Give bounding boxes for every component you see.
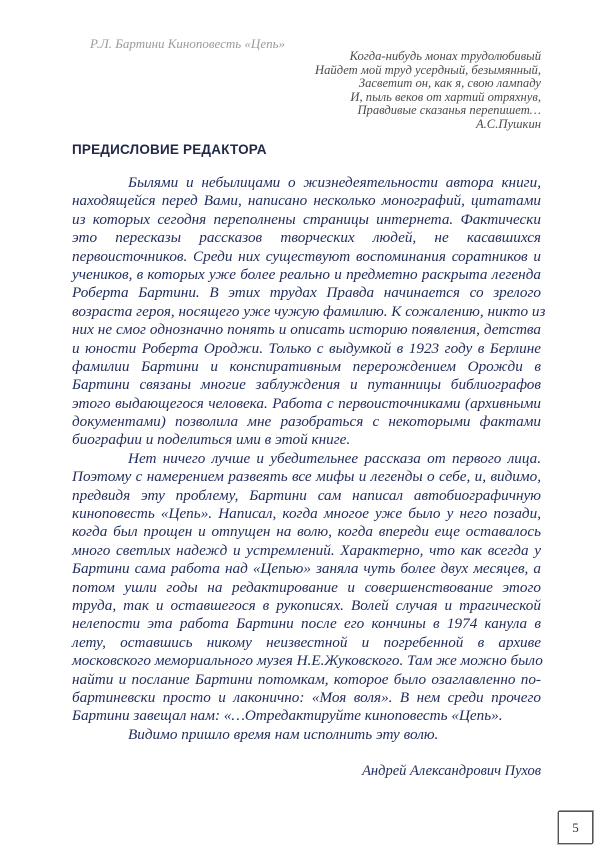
paragraph-line: возраста героя, носящего уже чужую фамилию. К сожалению, никто из [72, 302, 546, 320]
paragraph-line: Бартини сама работа над «Цепью» заняла чуть более двух месяцев, а [72, 560, 541, 578]
paragraph-line: найти и послание Бартини потомкам, которое было озаглавленно по- [72, 670, 541, 688]
paragraph-line: биографии и поделиться ими в этой книге. [72, 431, 351, 449]
page-number: 5 [558, 811, 593, 844]
running-head: Р.Л. Бартини Киноповесть «Цепь» [90, 36, 285, 51]
body-text [72, 174, 546, 744]
paragraph-line: труда, так и оставшегося в рукописях. Волей случая и трагической [72, 596, 541, 614]
section-heading: ПРЕДИСЛОВИЕ РЕДАКТОРА [72, 142, 267, 157]
paragraph-line: из которых сегодня переполнены страницы интернета. Фактически [72, 210, 541, 228]
paragraph-line: бартиневски просто и лаконично: «Моя воля». В нем среди прочего [72, 688, 541, 706]
paragraph [72, 726, 541, 744]
paragraph-line: нелепости эта работа Бартини после его кончины в 1974 канула в [72, 615, 541, 633]
paragraph-line: Поэтому с намерением развеять все мифы и легенды о себе, и, видимо, [72, 468, 541, 486]
paragraph-line: предвидя эту проблему, Бартини сам написал автобиографичную [72, 486, 541, 504]
paragraph-line: когда был прощен и отпущен на волю, когда впереди еще оставалось [72, 523, 541, 541]
paragraph [72, 450, 541, 726]
paragraph-line: Нет ничего лучше и убедительнее рассказа от первого лица. [128, 449, 541, 467]
paragraph-line: потом ушли годы на редактирование и совершенствование этого [72, 578, 541, 596]
paragraph-line: документами) позволила мне разобраться с некоторыми фактами [72, 413, 541, 431]
paragraph-line: находящейся перед Вами, написано несколько монографий, цитатами [72, 192, 541, 210]
paragraph [72, 174, 546, 450]
epigraph-author: А.С.Пушкин [475, 116, 541, 131]
epigraph-line: И, пыль веков от хартий отряхнув, [350, 89, 541, 104]
epigraph-line: Когда-нибудь монах трудолюбивый [349, 49, 541, 63]
paragraph-line: Роберта Бартини. В этих трудах Правда начинается со зрелого [72, 284, 541, 302]
epigraph-line: Правдивые сказанья перепишет… [357, 103, 541, 118]
epigraph-line: Найдет мой труд усердный, безымянный, [315, 62, 541, 77]
paragraph-line: Видимо пришло время нам исполнить эту волю. [128, 725, 439, 743]
epigraph [315, 50, 541, 132]
paragraph-line: Бартини завещал нам: «…Отредактируйте киноповесть «Цепь». [72, 707, 503, 725]
paragraph-line: лету, оставшись никому неизвестной и погребенной в архиве [72, 633, 541, 651]
signature: Андрей Александрович Пухов [362, 763, 541, 779]
paragraph-line: учеников, в которых уже более реально и предметно раскрыта легенда [72, 265, 541, 283]
paragraph-line: Былями и небылицами о жизнедеятельности автора книги, [128, 174, 541, 191]
paragraph-line: и юности Роберта Ороджи. Только с выдумкой в 1923 году в Берлине [72, 339, 541, 357]
paragraph-line: Бартини связаны многие заблуждения и путанницы библиографов [72, 376, 541, 394]
paragraph-line: первоисточников. Среди них существуют воспоминания соратников и [72, 247, 541, 265]
paragraph-line: фамилии Бартини и конспиративным перерождением Орожди в [72, 357, 541, 375]
paragraph-line: них не смог однозначно понять и описать историю появления, детства [72, 321, 541, 339]
paragraph-line: московского мемориального музея Н.Е.Жуковского. Там же можно было [72, 652, 543, 670]
epigraph-line: Засветит он, как я, свою лампаду [358, 76, 541, 91]
paragraph-line: этого выдающегося человека. Работа с первоисточниками (архивными [72, 394, 541, 412]
paragraph-line: много светлых надежд и устремлений. Характерно, что как всегда у [72, 541, 541, 559]
paragraph-line: это пересказы рассказов творческих людей, не касавшихся [72, 229, 541, 247]
paragraph-line: киноповесть «Цепь». Написал, когда многое уже было у него позади, [72, 505, 541, 523]
